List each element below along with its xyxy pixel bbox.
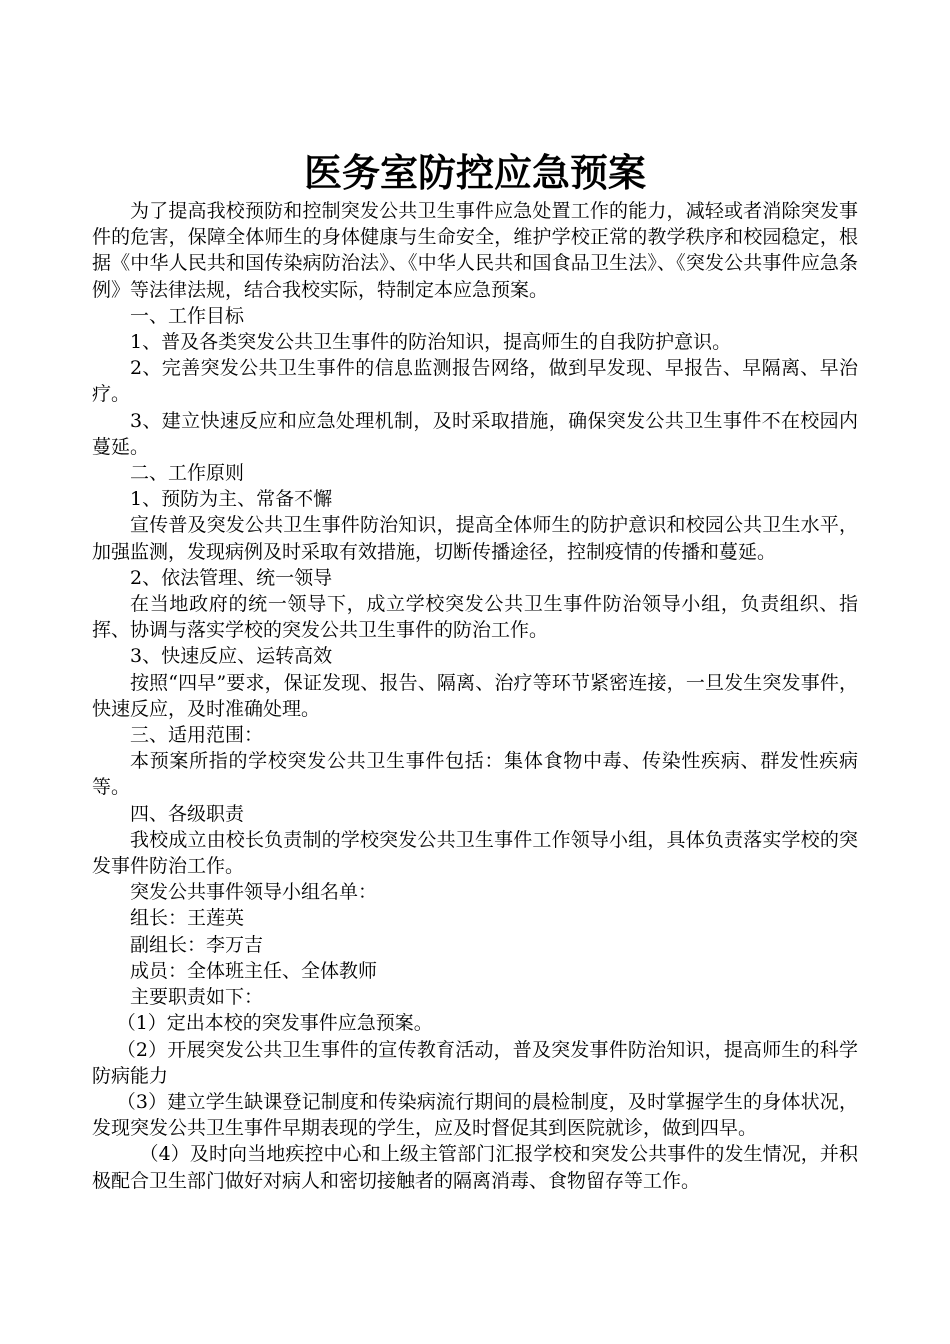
principle-heading-2: 2、依法管理、统一领导 bbox=[130, 566, 333, 589]
principle-heading-1: 1、预防为主、常备不懈 bbox=[130, 488, 333, 511]
principle-text-3: 按照“四早”要求，保证发现、报告、隔离、治疗等环节紧密连接，一旦发生突发事件，快速反应，及时准确处理。 bbox=[92, 671, 858, 720]
principle-text-1: 宣传普及突发公共卫生事件防治知识，提高全体师生的防护意识和校园公共卫生水平，加强监测，发现病例及时采取有效措施，切断传播途径，控制疫情的传播和蔓延。 bbox=[92, 514, 858, 563]
duty-item-3: （3）建立学生缺课登记制度和传染病流行期间的晨检制度，及时掌握学生的身体状况，发现突发公共卫生事件早期表现的学生，应及时督促其到医院就诊，做到四早。 bbox=[92, 1090, 858, 1140]
scope-text: 本预案所指的学校突发公共卫生事件包括：集体食物中毒、传染性疾病、群发性疾病等。 bbox=[92, 750, 858, 799]
duty-item-2: （2）开展突发公共卫生事件的宣传教育活动，普及突发事件防治知识，提高师生的科学防病能力 bbox=[92, 1038, 858, 1087]
goal-item-3: 3、建立快速反应和应急处理机制，及时采取措施，确保突发公共卫生事件不在校园内蔓延。 bbox=[92, 409, 858, 458]
document-title: 医务室防控应急预案 bbox=[303, 151, 646, 195]
goal-item-1: 1、普及各类突发公共卫生事件的防治知识，提高师生的自我防护意识。 bbox=[130, 331, 732, 354]
section-heading-scope: 三、适用范围： bbox=[130, 724, 264, 747]
team-members: 成员：全体班主任、全体教师 bbox=[130, 959, 378, 982]
intro-paragraph: 为了提高我校预防和控制突发公共卫生事件应急处置工作的能力，减轻或者消除突发事件的危害，保障全体师生的身体健康与生命安全，维护学校正常的教学秩序和校园稳定，根据《中华人民共和国传染病防治法》、《中华人民共和国食品卫生法》、《突发公共事件应急条例》等法律法规，结合我校实际，特制定本应急预案。 bbox=[92, 200, 858, 301]
duty-item-4: （4）及时向当地疾控中心和上级主管部门汇报学校和突发公共事件的发生情况，并积极配合卫生部门做好对病人和密切接触者的隔离消毒、食物留存等工作。 bbox=[92, 1143, 858, 1192]
duties-text: 我校成立由校长负责制的学校突发公共卫生事件工作领导小组，具体负责落实学校的突发事件防治工作。 bbox=[92, 828, 858, 878]
document-body bbox=[92, 198, 858, 1194]
section-heading-principles: 二、工作原则 bbox=[130, 462, 245, 485]
principle-text-2: 在当地政府的统一领导下，成立学校突发公共卫生事件防治领导小组，负责组织、指挥、协调与落实学校的突发公共卫生事件的防治工作。 bbox=[92, 593, 858, 642]
main-duties-heading: 主要职责如下： bbox=[130, 986, 264, 1009]
team-deputy-leader: 副组长：李万吉 bbox=[130, 933, 264, 956]
team-list-heading: 突发公共事件领导小组名单： bbox=[130, 881, 378, 904]
principle-heading-3: 3、快速反应、运转高效 bbox=[130, 645, 333, 668]
section-heading-goals: 一、工作目标 bbox=[130, 304, 245, 327]
duty-item-1: （1）定出本校的突发事件应急预案。 bbox=[116, 1012, 433, 1035]
goal-item-2: 2、完善突发公共卫生事件的信息监测报告网络，做到早发现、早报告、早隔离、早治疗。 bbox=[92, 357, 858, 406]
team-leader: 组长：王莲英 bbox=[130, 907, 245, 930]
section-heading-duties: 四、各级职责 bbox=[130, 802, 245, 825]
